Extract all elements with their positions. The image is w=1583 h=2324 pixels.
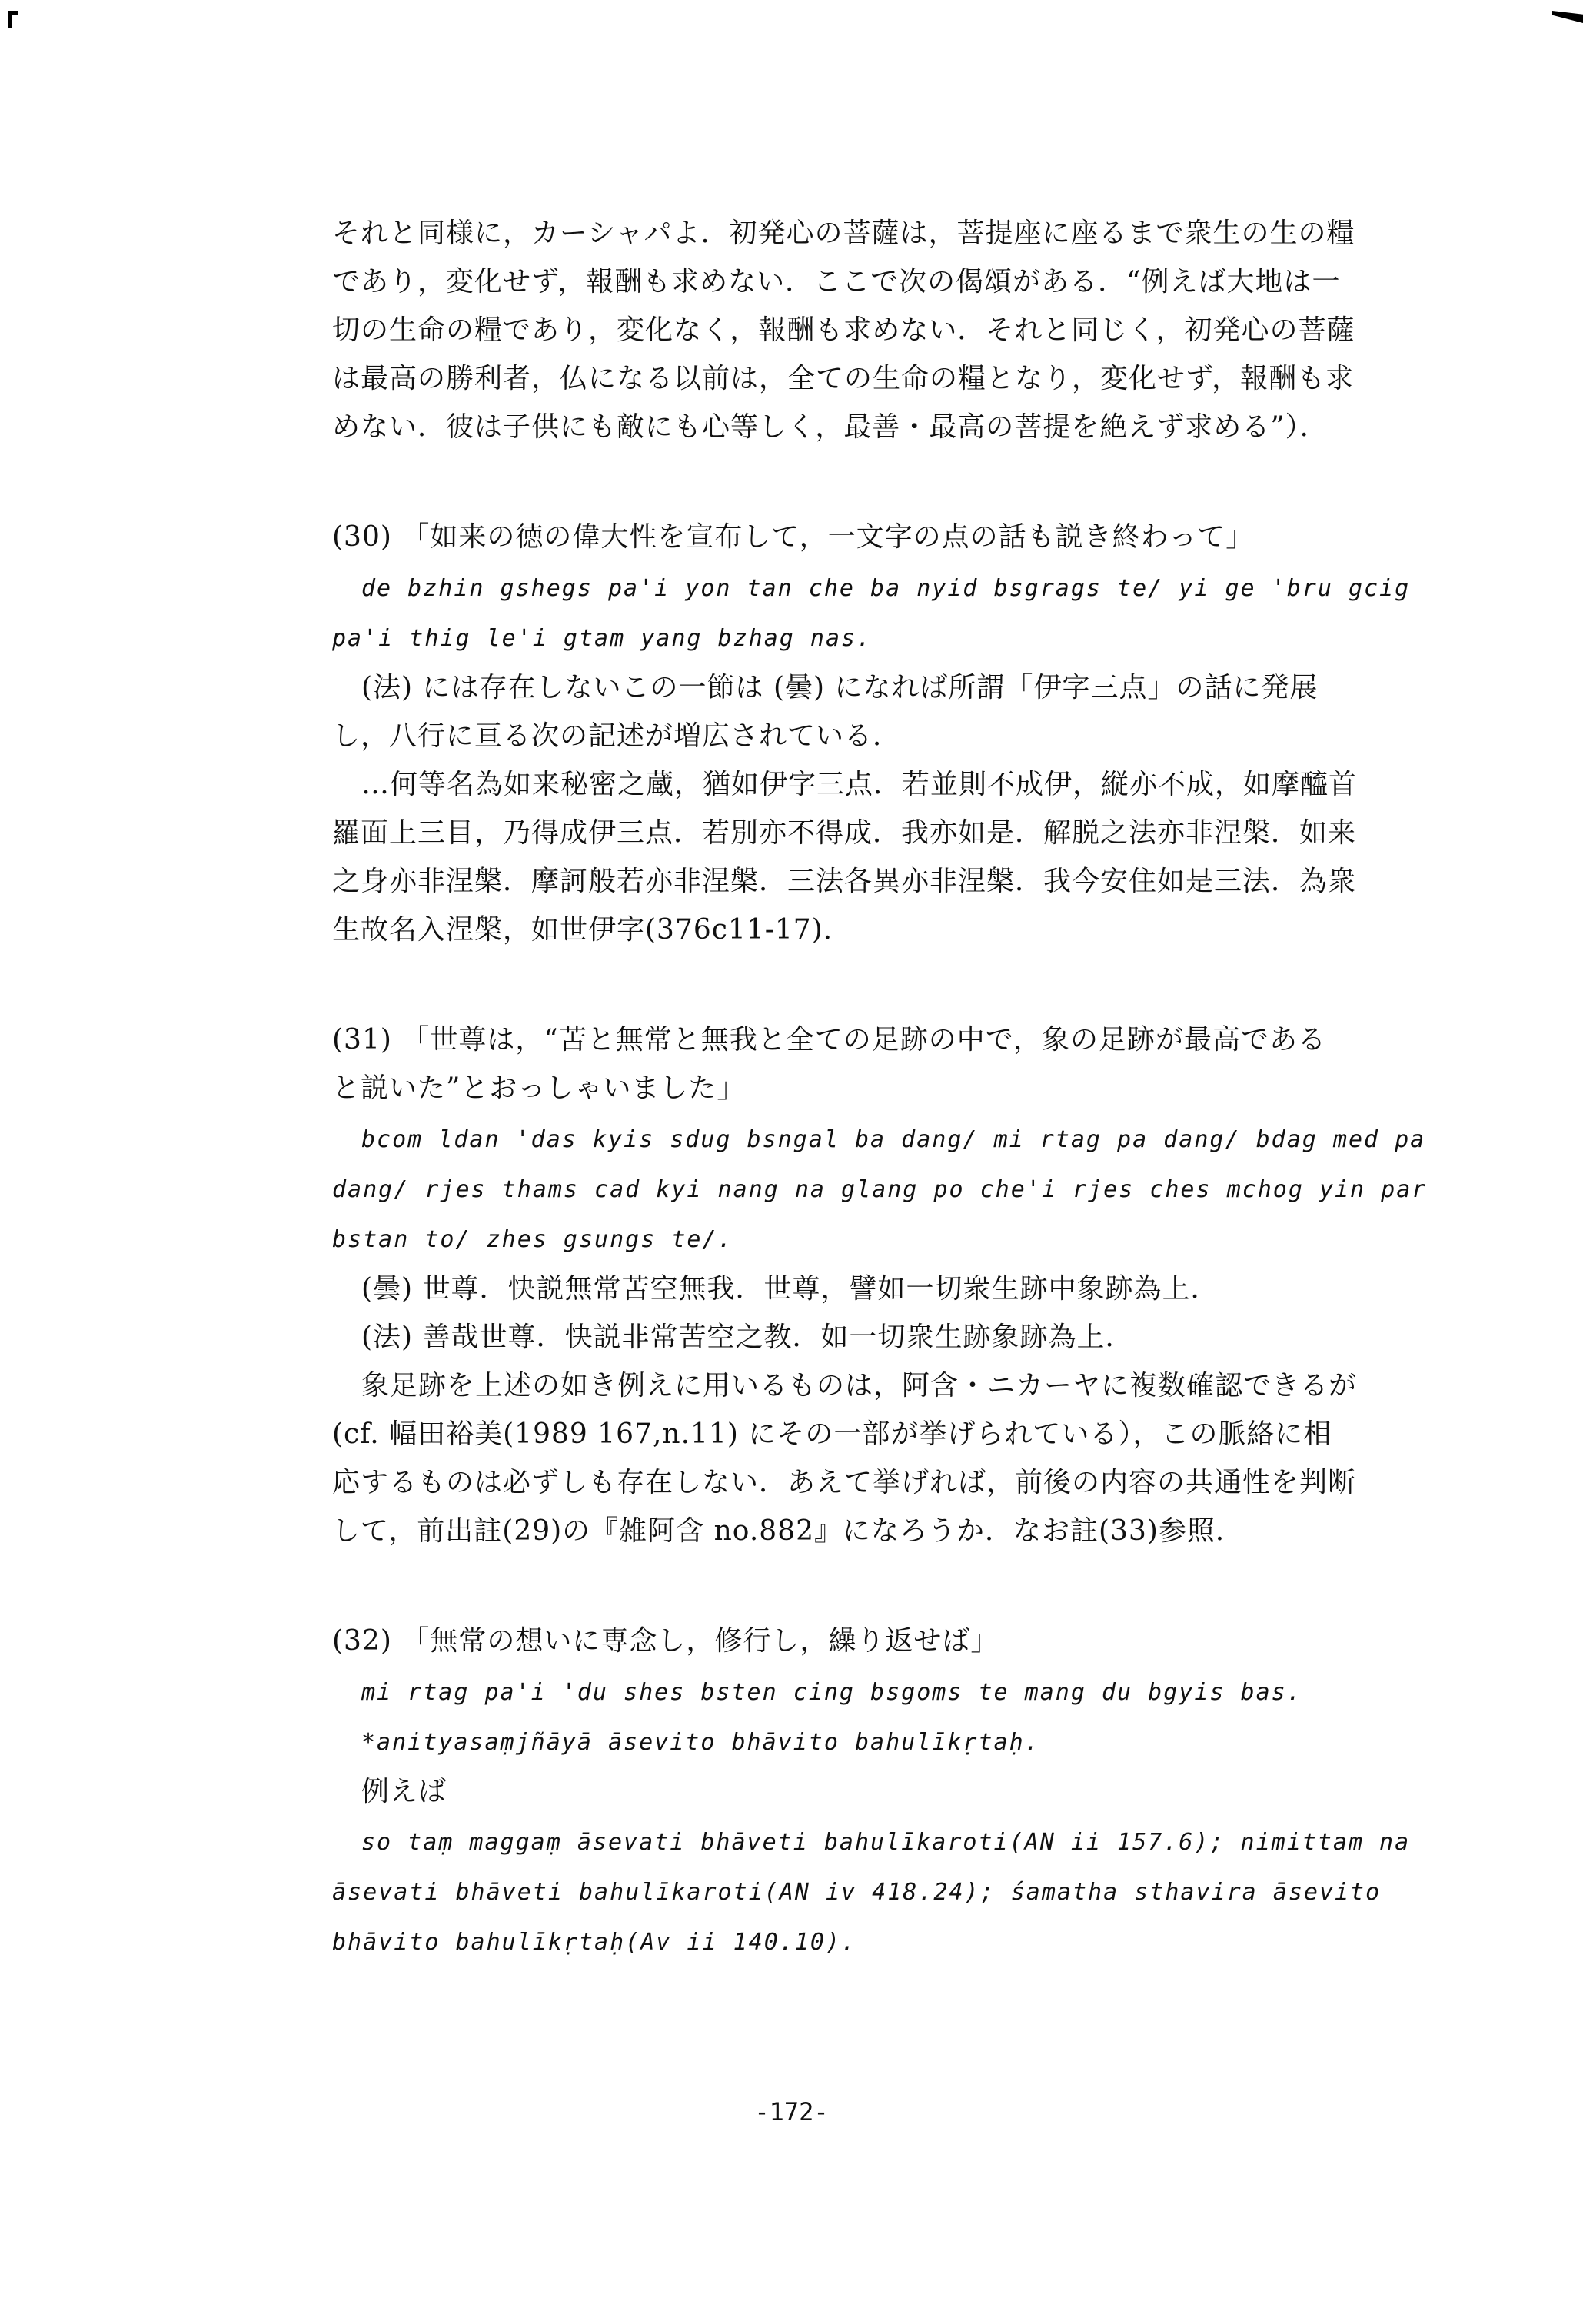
text-line: 之身亦非涅槃．摩訶般若亦非涅槃．三法各異亦非涅槃．我今安住如是三法．為衆 [332,866,1357,897]
text-line: de bzhin gshegs pa'i yon tan che ba nyid bsgrags te/ yi ge 'bru gcig [361,575,1411,602]
text-line: (法) 善哉世尊．快説非常苦空之教．如一切衆生跡象跡為上． [361,1322,1134,1353]
text-line: 例えば [361,1776,447,1807]
text-line: bhāvito bahulīkṛtaḥ(Av ii 140.10). [332,1929,857,1956]
text-line: して，前出註(29)の『雑阿含 no.882』になろうか．なお註(33)参照． [332,1515,1244,1547]
text-line: bcom ldan 'das kyis sdug bsngal ba dang/ mi rtag pa dang/ bdag med pa [361,1126,1426,1153]
corner-mark-left [8,11,18,28]
text-line: dang/ rjes thams cad kyi nang na glang po che'i rjes ches mchog yin par [332,1176,1428,1203]
text-line: (30) 「如来の徳の偉大性を宣布して，一文字の点の話も説き終わって」 [332,521,1255,553]
text-line: 象足跡を上述の如き例えに用いるものは，阿含・ニカーヤに複数確認できるが [361,1370,1358,1401]
text-line: (31) 「世尊は，“苦と無常と無我と全ての足跡の中で，象の足跡が最高である [332,1024,1327,1056]
text-line: bstan to/ zhes gsungs te/. [332,1226,733,1253]
text-line: 生故名入涅槃，如世伊字(376c11-17)． [332,914,852,946]
text-line: 応するものは必ずしも存在しない．あえて挙げれば，前後の内容の共通性を判断 [332,1467,1357,1498]
corner-mark-right [1552,11,1583,23]
text-line: āsevati bhāveti bahulīkaroti(AN iv 418.24); śamatha sthavira āsevito [332,1879,1382,1906]
text-line: それと同様に，カーシャパよ．初発心の菩薩は，菩提座に座るまで衆生の生の糧 [332,218,1355,249]
text-line: は最高の勝利者，仏になる以前は，全ての生命の糧となり，変化せず，報酬も求 [332,363,1355,394]
page-number: -172- [754,2097,829,2126]
text-line: (法) には存在しないこの一節は (曇) になれば所謂「伊字三点」の話に発展 [361,672,1319,703]
text-line: so taṃ maggaṃ āsevati bhāveti bahulīkaroti(AN ii 157.6); nimittam na [361,1829,1411,1856]
text-line: と説いた”とおっしゃいました」 [332,1072,746,1104]
text-line: (32) 「無常の想いに専念し，修行し，繰り返せば」 [332,1625,999,1657]
text-line: めない．彼は子供にも敵にも心等しく，最善・最高の菩提を絶えず求める”）． [332,411,1329,443]
text-line: 羅面上三目，乃得成伊三点．若別亦不得成．我亦如是．解脱之法亦非涅槃．如来 [332,817,1357,849]
text-line: pa'i thig le'i gtam yang bzhag nas. [332,625,873,652]
text-line: mi rtag pa'i 'du shes bsten cing bsgoms te mang du bgyis bas. [361,1679,1302,1706]
text-line: (曇) 世尊．快説無常苦空無我．世尊，譬如一切衆生跡中象跡為上． [361,1273,1219,1305]
text-line: …何等名為如来秘密之蔵，猶如伊字三点．若並則不成伊，縦亦不成，如摩醯首 [361,769,1358,800]
text-line: であり，変化せず，報酬も求めない．ここで次の偈頌がある．“例えば大地は一 [332,266,1341,298]
text-line: (cf. 幅田裕美(1989 167,n.11) にその一部が挙げられている），この脈絡に相 [332,1418,1332,1450]
text-line: 切の生命の糧であり，変化なく，報酬も求めない．それと同じく，初発心の菩薩 [332,314,1355,346]
text-line: *anityasaṃjñāyā āsevito bhāvito bahulīkṛtaḥ. [361,1729,1040,1756]
text-line: し，八行に亘る次の記述が増広されている． [332,720,902,752]
